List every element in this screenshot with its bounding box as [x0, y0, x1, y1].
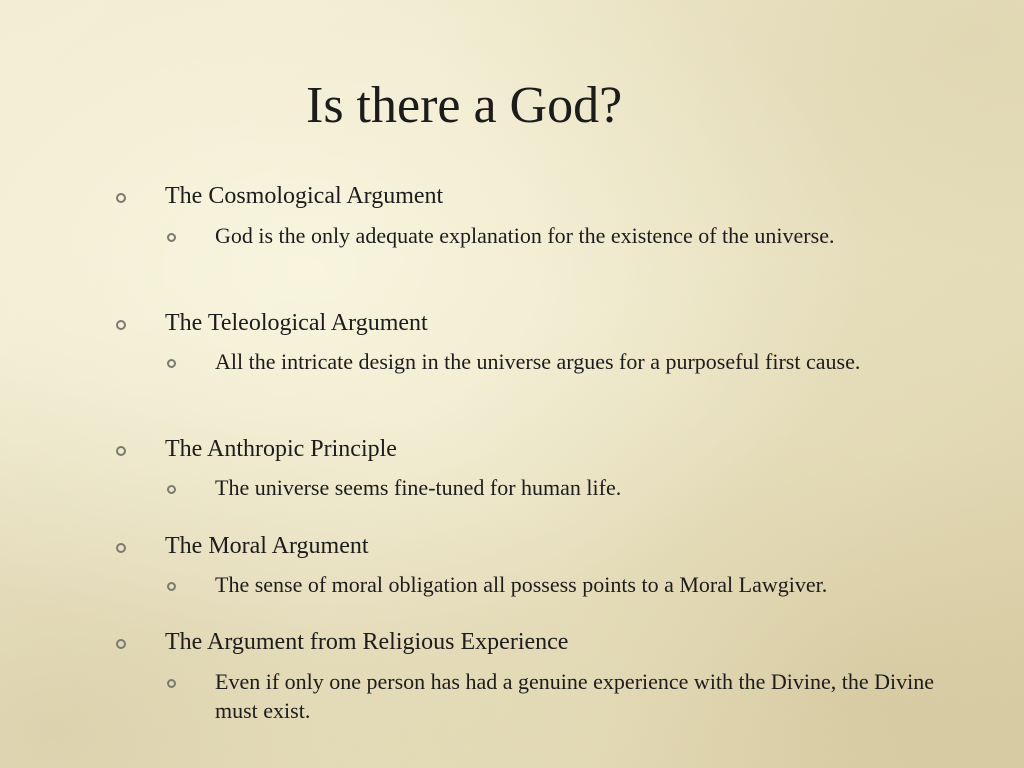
- hollow-circle-sub-bullet-icon: [167, 582, 176, 591]
- bullet-subtext: The universe seems fine-tuned for human life.: [215, 475, 622, 500]
- hollow-circle-bullet-icon: [116, 320, 126, 330]
- hollow-circle-bullet-icon: [116, 639, 126, 649]
- slide-title: Is there a God?: [306, 77, 623, 134]
- hollow-circle-bullet-icon: [116, 543, 126, 553]
- bullet-heading: The Teleological Argument: [165, 310, 428, 336]
- bullet-subtext: All the intricate design in the universe argues for a purposeful first cause.: [215, 349, 861, 374]
- bullet-heading: The Anthropic Principle: [165, 436, 397, 462]
- bullet-subtext: God is the only adequate explanation for the existence of the universe.: [215, 223, 835, 248]
- bullet-subtext: The sense of moral obligation all possess points to a Moral Lawgiver.: [215, 572, 828, 597]
- hollow-circle-bullet-icon: [116, 446, 126, 456]
- bullet-heading: The Cosmological Argument: [165, 183, 444, 209]
- hollow-circle-sub-bullet-icon: [167, 233, 176, 242]
- hollow-circle-sub-bullet-icon: [167, 485, 176, 494]
- hollow-circle-sub-bullet-icon: [167, 679, 176, 688]
- hollow-circle-bullet-icon: [116, 193, 126, 203]
- hollow-circle-sub-bullet-icon: [167, 359, 176, 368]
- bullet-subtext: Even if only one person has had a genuine experience with the Divine, the Divine must exist.: [215, 669, 935, 723]
- bullet-heading: The Moral Argument: [165, 533, 369, 559]
- bullet-heading: The Argument from Religious Experience: [165, 629, 569, 655]
